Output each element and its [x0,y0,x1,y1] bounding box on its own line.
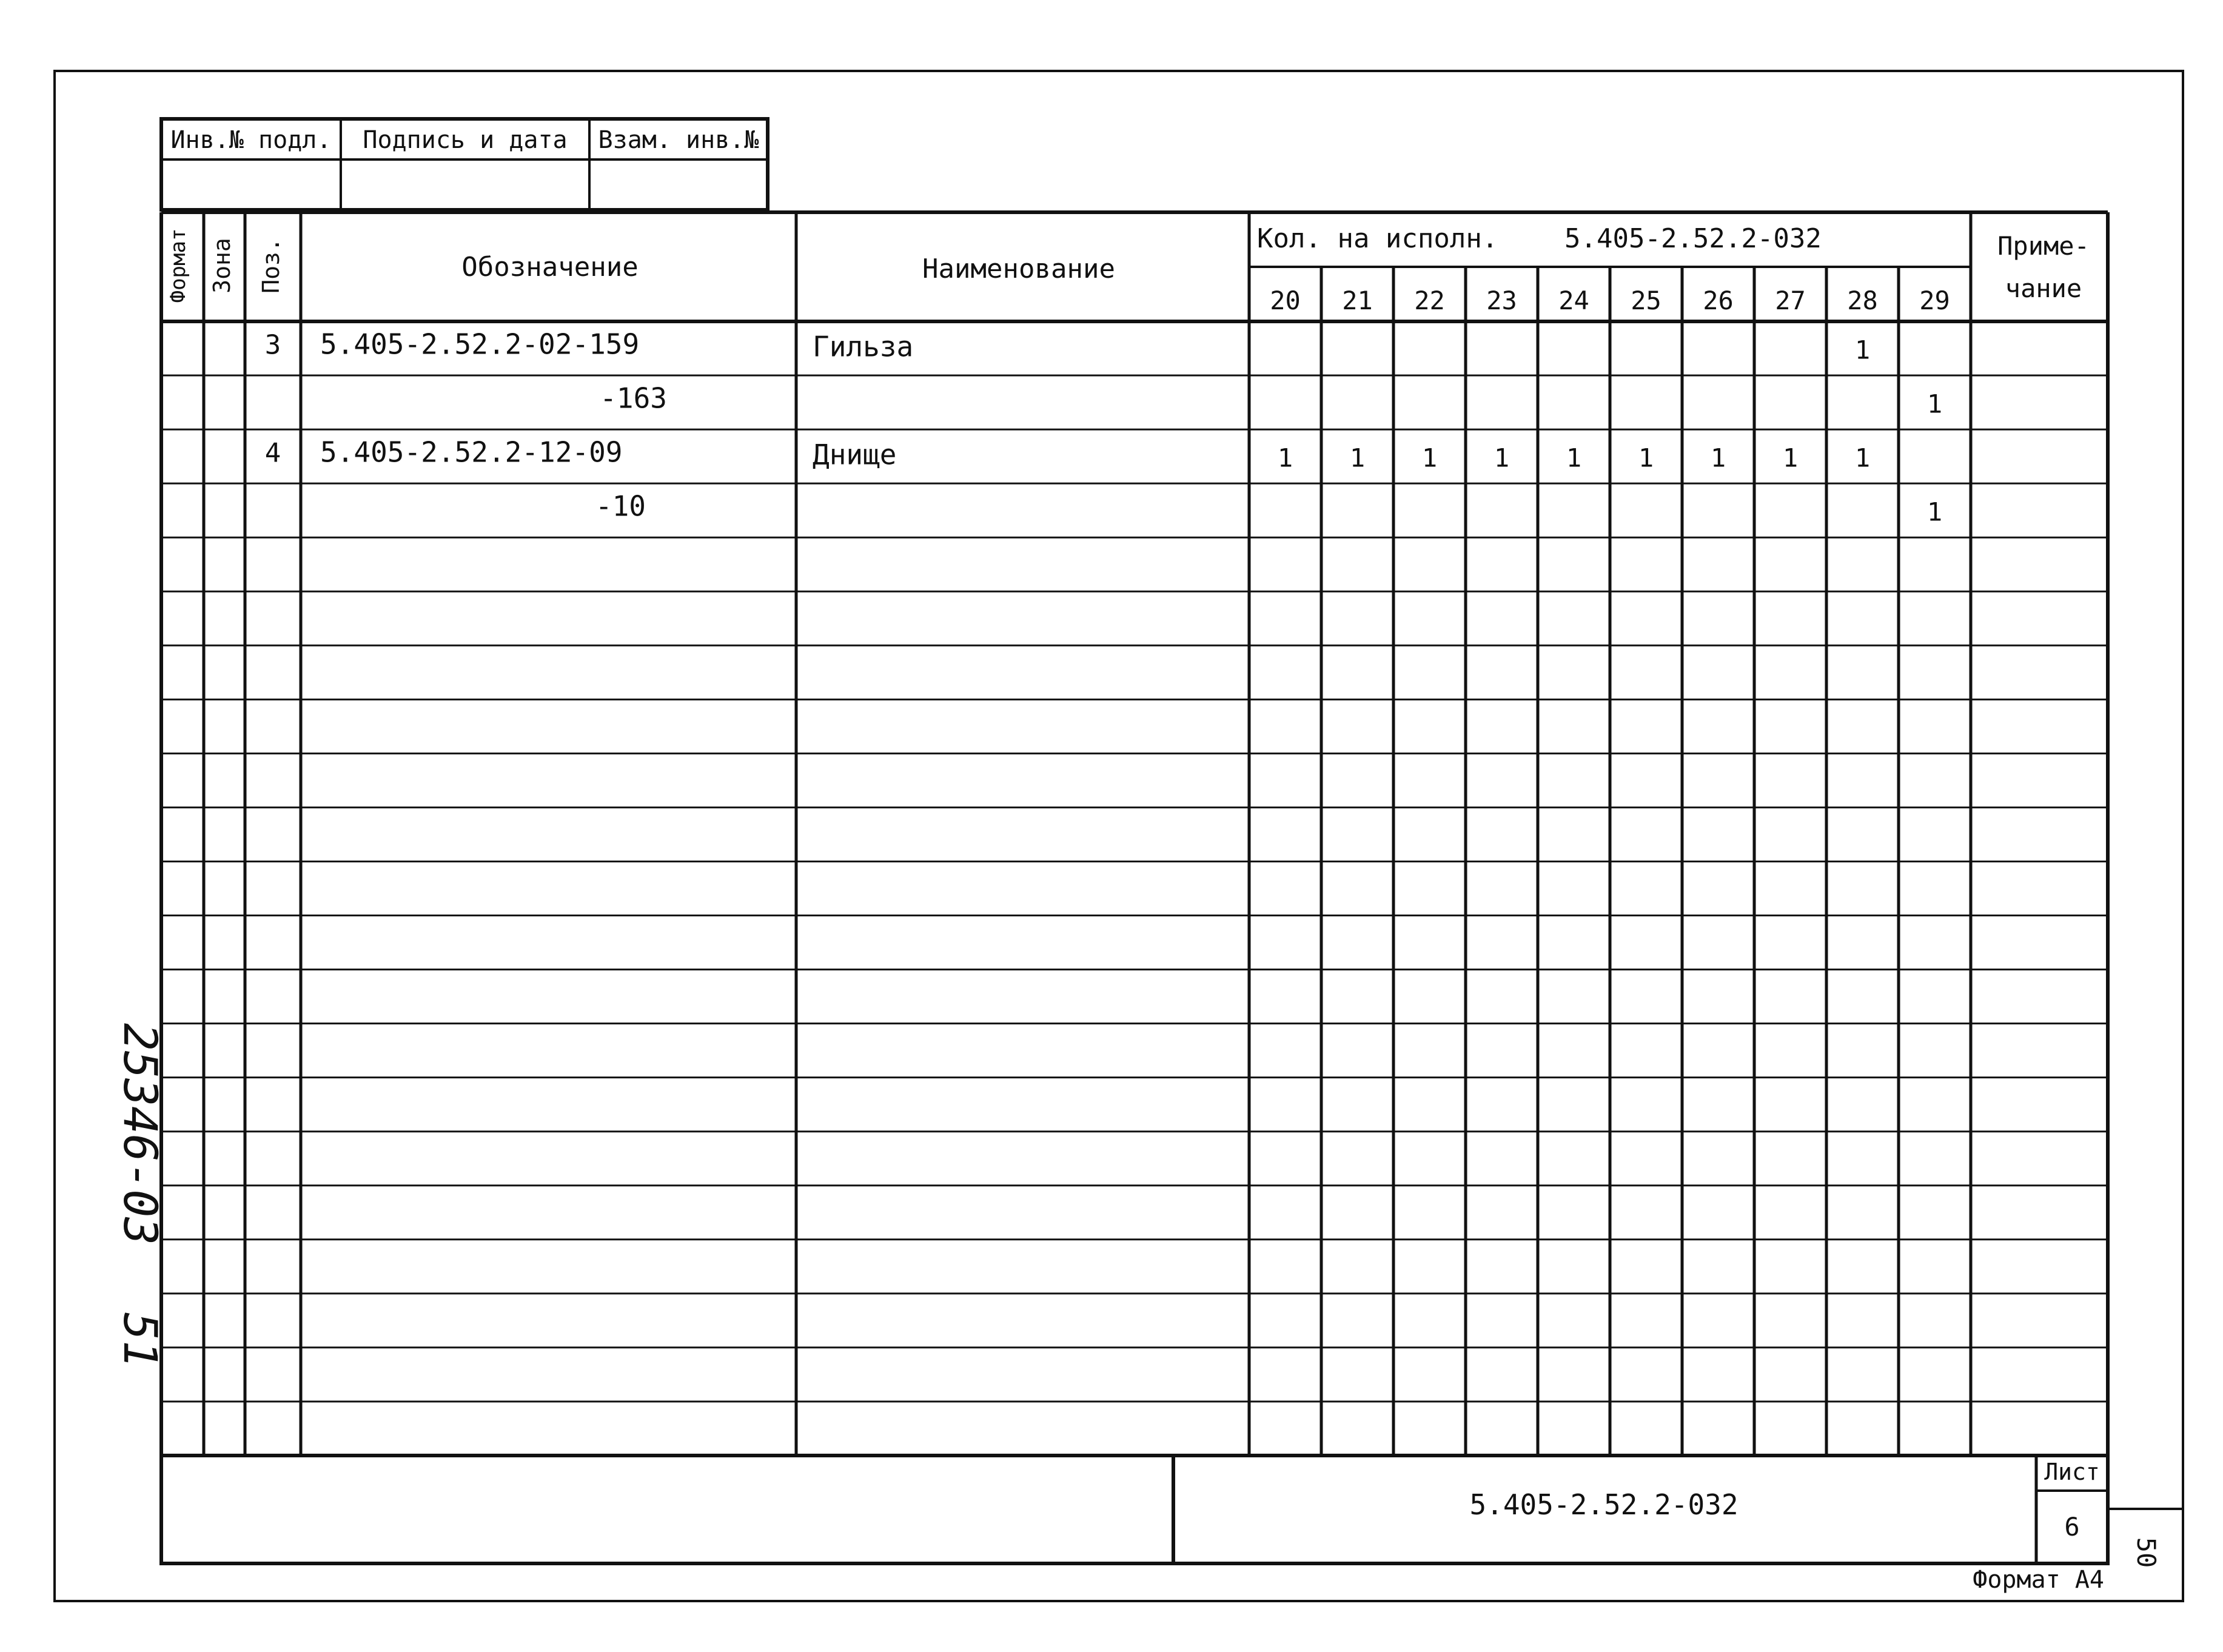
row-position: 3 [264,329,281,361]
row-quantity: 1 [1349,443,1366,473]
row-designation: 5.405-2.52.2-12-09 [320,435,623,469]
quantity-header-title: Кол. на исполн. [1257,223,1498,254]
row-quantity: 1 [1926,497,1943,527]
page-number: 50 [2131,1537,2161,1568]
sheet-label: Лист [2044,1459,2100,1485]
row-quantity: 1 [1277,443,1293,473]
quantity-header-document: 5.405-2.52.2-032 [1564,223,1822,254]
row-designation: -10 [595,489,646,523]
variant-header-7: 27 [1775,286,1806,315]
row-quantity: 1 [1854,443,1871,473]
row-quantity: 1 [1494,443,1510,473]
specification-table [161,212,2108,1456]
title-block-document-number: 5.405-2.52.2-032 [1469,1488,1739,1521]
column-header-note-line2: чание [2005,274,2082,303]
row-quantity: 1 [1566,443,1582,473]
row-quantity: 1 [1710,443,1726,473]
row-name: Гильза [813,330,914,363]
handwritten-number: 25346-03 [113,1022,167,1246]
column-header-zone: Зона [209,238,235,294]
column-header-format: Формат [166,228,190,303]
variant-header-6: 26 [1703,286,1734,315]
handwritten-sheet-number: 51 [113,1312,167,1368]
row-quantity: 1 [1421,443,1438,473]
variant-header-3: 23 [1486,286,1517,315]
title-block [161,1456,2183,1594]
row-designation: 5.405-2.52.2-02-159 [320,327,640,361]
stamp-signature-header: Подпись и дата [363,126,568,154]
row-quantity: 1 [1638,443,1654,473]
variant-header-0: 20 [1270,286,1301,315]
variant-header-8: 28 [1847,286,1878,315]
row-designation: -163 [600,381,667,415]
row-quantity: 1 [1926,389,1943,419]
row-position: 4 [264,437,281,469]
format-label: Формат А4 [1973,1566,2104,1594]
row-name: Днище [813,438,897,471]
stamp-inventory-header: Инв.№ подл. [170,126,332,154]
variant-header-4: 24 [1558,286,1589,315]
column-header-position: Поз. [258,238,284,294]
stamp-replacement-header: Взам. инв.№ [598,126,759,154]
row-quantity: 1 [1782,443,1799,473]
column-header-name: Наименование [922,254,1115,284]
variant-header-2: 22 [1414,286,1445,315]
variant-header-5: 25 [1631,286,1661,315]
sheet-number: 6 [2064,1512,2080,1542]
variant-header-1: 21 [1342,286,1373,315]
column-header-designation: Обозначение [461,252,639,283]
row-quantity: 1 [1854,335,1871,365]
approval-stamp [161,119,768,210]
column-header-note-line1: Приме- [1997,231,2090,261]
variant-header-9: 29 [1919,286,1950,315]
